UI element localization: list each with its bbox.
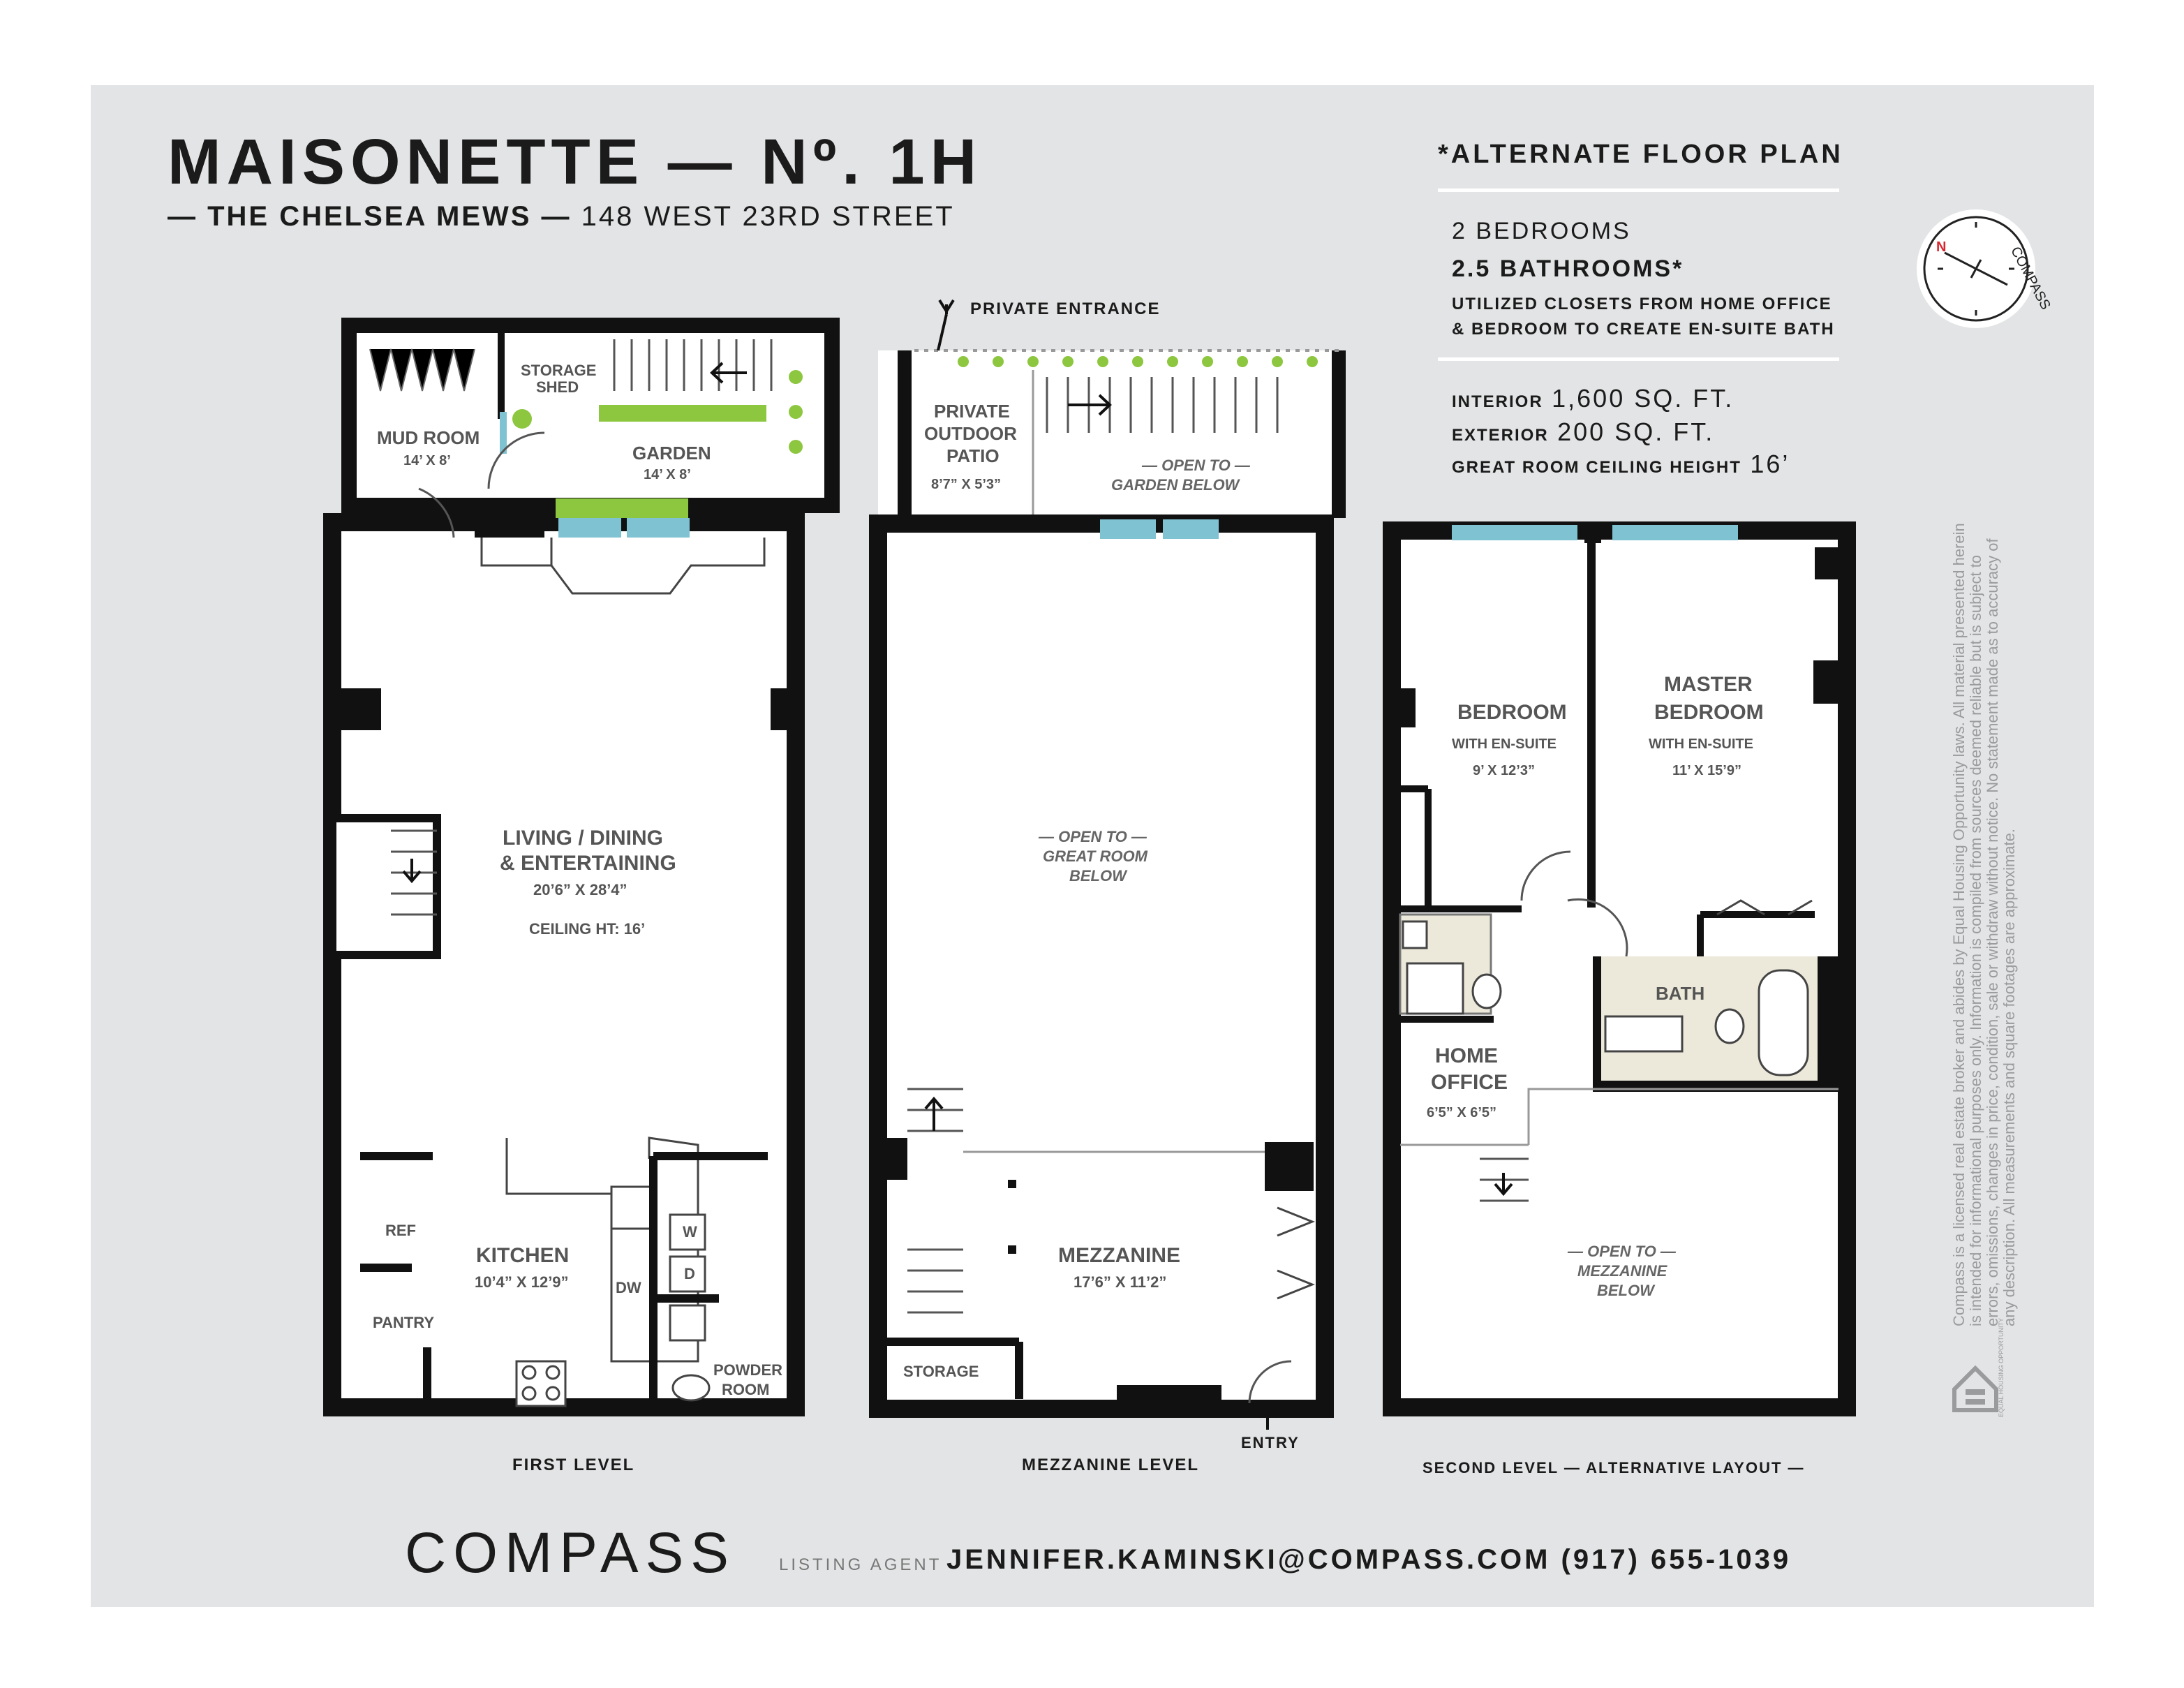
room-dimensions: 11’ X 15’9” [1672, 763, 1741, 778]
equal-housing-text: EQUAL HOUSING OPPORTUNITY [1998, 1317, 2005, 1417]
listing-agent-contact: JENNIFER.KAMINSKI@COMPASS.COM (917) 655-1039 [946, 1544, 1792, 1575]
room-label: HOME [1435, 1044, 1498, 1067]
room-label: STORAGE [903, 1363, 979, 1380]
compass-rose-letters: COMPASS [2007, 244, 2053, 313]
appliance-label: DW [616, 1279, 641, 1296]
room-sublabel: WITH EN-SUITE [1649, 736, 1753, 752]
mezzanine-level-plan [878, 299, 1339, 1474]
open-to-label: BELOW [1597, 1282, 1654, 1299]
legal-disclaimer: Compass is a licensed real estate broker and abides by Equal Housing Opportunity laws. All material presented herein is intended for informational purposes only. Information is compiled from sources deemed reliable but is subject to errors, omissions, changes in price, condition, sale or withdraw without notice. No statement made as to accuracy of any description. All measurements and square footages are approximate. [1950, 523, 2018, 1326]
room-label: PATIO [946, 445, 1000, 466]
street-address: 148 WEST 23RD STREET [581, 201, 955, 232]
note-line-2: & BEDROOM TO CREATE EN-SUITE BATH [1452, 320, 1835, 339]
private-entrance-label: PRIVATE ENTRANCE [970, 299, 1161, 318]
bathroom-count: 2.5 BATHROOMS* [1452, 256, 1684, 282]
room-sublabel: WITH EN-SUITE [1452, 736, 1557, 752]
open-to-label: — OPEN TO — [1568, 1243, 1676, 1260]
room-label: MEZZANINE [1058, 1244, 1180, 1267]
open-to-label: — OPEN TO — [1142, 457, 1250, 474]
room-label: MASTER [1664, 673, 1753, 696]
room-label: STORAGE [521, 362, 597, 379]
open-to-label: BELOW [1069, 867, 1127, 884]
room-dimensions: 17’6” X 11’2” [1074, 1273, 1167, 1291]
room-dimensions: 6’5” X 6’5” [1427, 1105, 1497, 1120]
equal-housing-icon [1954, 1318, 2005, 1417]
listing-agent-caption: LISTING AGENT [779, 1555, 942, 1574]
room-dimensions: 14’ X 8’ [644, 467, 691, 482]
room-label: MUD ROOM [377, 427, 480, 448]
room-label: ROOM [722, 1381, 770, 1398]
building-name: — THE CHELSEA MEWS — [168, 201, 572, 232]
room-dimensions: 8’7” X 5’3” [931, 477, 1002, 492]
compass-logo: COMPASS [405, 1521, 736, 1585]
room-label: BEDROOM [1457, 701, 1567, 724]
alternate-plan-heading: *ALTERNATE FLOOR PLAN [1438, 140, 1843, 169]
room-label: & ENTERTAINING [500, 852, 676, 875]
window [627, 518, 690, 538]
room-dimensions: 10’4” X 12’9” [475, 1273, 569, 1291]
room-dimensions: 20’6” X 28’4” [533, 881, 627, 898]
exterior-area: EXTERIOR 200 SQ. FT. [1452, 417, 1715, 446]
window [1612, 525, 1738, 540]
room-label: OFFICE [1431, 1071, 1508, 1094]
appliance-label: W [683, 1223, 697, 1241]
planter [556, 498, 688, 518]
room-label: OUTDOOR [924, 423, 1017, 444]
ceiling-height: GREAT ROOM CEILING HEIGHT 16’ [1452, 450, 1790, 478]
room-label: GARDEN [632, 443, 711, 464]
room-label: PANTRY [373, 1314, 434, 1331]
second-level-plan [1392, 525, 1847, 1476]
window [558, 518, 621, 538]
room-label: POWDER [713, 1361, 782, 1379]
first-level-plan [332, 325, 832, 1474]
appliance-label: D [684, 1265, 695, 1282]
room-label: SHED [536, 378, 579, 396]
note-line-1: UTILIZED CLOSETS FROM HOME OFFICE [1452, 295, 1832, 313]
window [1100, 519, 1156, 539]
level-caption: FIRST LEVEL [512, 1456, 635, 1474]
window [1452, 525, 1577, 540]
north-marker: N [1936, 239, 1947, 255]
open-to-label: MEZZANINE [1577, 1262, 1667, 1280]
room-label: REF [385, 1222, 416, 1239]
planter [599, 405, 766, 422]
bedroom-count: 2 BEDROOMS [1452, 218, 1631, 244]
ceiling-height-label: CEILING HT: 16’ [529, 920, 646, 938]
window [1163, 519, 1219, 539]
interior-area: INTERIOR 1,600 SQ. FT. [1452, 384, 1734, 413]
open-to-label: GREAT ROOM [1043, 847, 1147, 865]
room-label: BATH [1656, 983, 1705, 1004]
entry-label: ENTRY [1241, 1434, 1300, 1451]
open-to-label: — OPEN TO — [1039, 828, 1147, 845]
room-label: PRIVATE [934, 401, 1010, 422]
room-dimensions: 14’ X 8’ [403, 453, 451, 468]
room-label: KITCHEN [476, 1244, 570, 1267]
room-dimensions: 9’ X 12’3” [1473, 763, 1535, 778]
open-to-label: GARDEN BELOW [1111, 476, 1240, 494]
level-caption: SECOND LEVEL — ALTERNATIVE LAYOUT — [1422, 1459, 1805, 1476]
room-label: BEDROOM [1654, 701, 1764, 724]
listing-title: MAISONETTE — Nº. 1H [168, 126, 983, 198]
room-label: LIVING / DINING [503, 827, 664, 850]
level-caption: MEZZANINE LEVEL [1022, 1456, 1200, 1474]
